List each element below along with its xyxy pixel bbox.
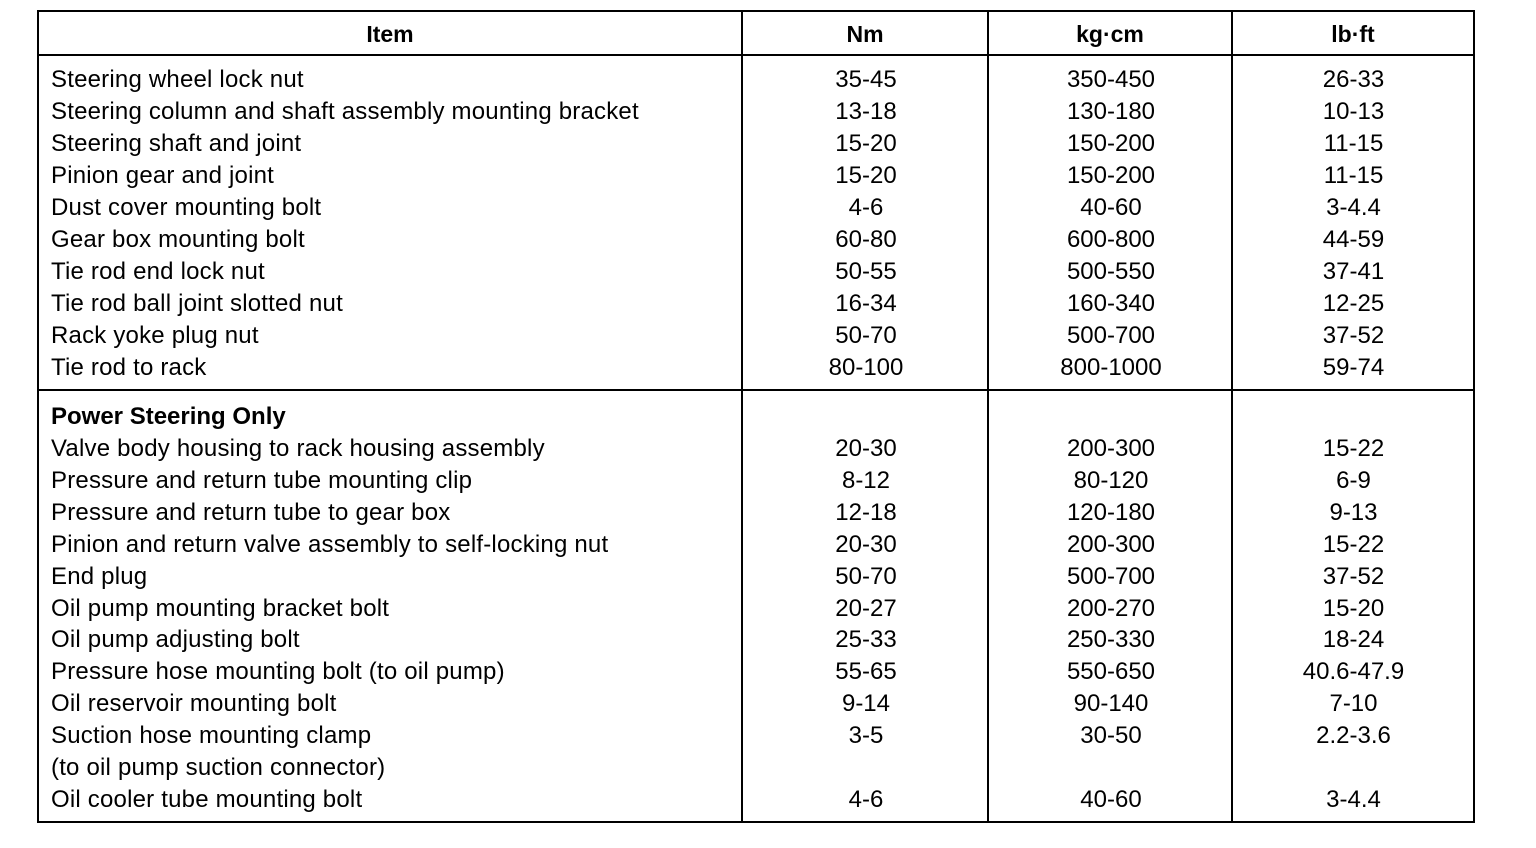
table-row [39,624,1473,656]
section-divider [39,389,1473,391]
lbft-cell: 40.6-47.9 [1302,658,1405,686]
table-row [39,593,1473,625]
nm-cell: 50-70 [835,322,897,349]
section-title: Power Steering Only [51,403,286,430]
table-row [39,688,1473,720]
lbft-cell: 37-52 [1322,562,1385,590]
item-cell: Oil cooler tube mounting bolt [51,785,363,813]
item-cell: (to oil pump suction connector) [51,754,386,781]
kgcm-cell: 500-700 [1066,322,1156,349]
nm-cell: 12-18 [835,498,897,526]
kgcm-cell: 500-700 [1066,562,1156,590]
nm-cell: 16-34 [835,290,897,317]
item-cell: Pinion and return valve assembly to self-locking nut [51,530,609,558]
kgcm-cell: 130-180 [1066,98,1156,125]
item-cell: Oil pump adjusting bolt [51,626,300,654]
header-item: Item [366,21,414,47]
item-cell: Gear box mounting bolt [51,226,305,253]
lbft-cell: 9-13 [1329,498,1378,526]
table-row [39,784,1473,816]
nm-cell: 20-30 [835,435,897,462]
kgcm-cell: 40-60 [1080,785,1142,813]
nm-cell: 9-14 [841,690,891,718]
item-cell: Steering wheel lock nut [51,66,304,93]
nm-cell: 50-55 [835,258,897,285]
nm-cell: 55-65 [835,658,897,686]
kgcm-cell: 150-200 [1066,162,1156,189]
table-row [39,64,1473,96]
item-cell: Oil pump mounting bracket bolt [51,594,390,622]
lbft-cell: 15-22 [1322,435,1385,462]
lbft-cell: 59-74 [1322,354,1385,381]
lbft-cell: 44-59 [1322,226,1385,253]
kgcm-cell: 30-50 [1080,722,1142,750]
table-row [39,160,1473,192]
item-cell: Pressure and return tube to gear box [51,498,451,526]
table-row [39,128,1473,160]
item-cell: Suction hose mounting clamp [51,722,372,750]
table-row [39,561,1473,593]
torque-spec-table [37,10,1475,823]
item-cell: Rack yoke plug nut [51,322,259,349]
kgcm-cell: 200-300 [1066,530,1156,558]
nm-cell: 4-6 [848,194,884,221]
lbft-cell: 12-25 [1322,290,1385,317]
kgcm-cell: 800-1000 [1060,354,1162,381]
table-row [39,433,1473,465]
kgcm-cell: 500-550 [1066,258,1156,285]
nm-cell: 80-100 [828,354,904,381]
lbft-cell: 6-9 [1336,466,1371,494]
item-cell: Tie rod end lock nut [51,258,265,285]
item-cell: Steering shaft and joint [51,130,302,157]
table-row [39,465,1473,497]
nm-cell [744,752,988,784]
nm-cell: 4-6 [848,785,884,813]
nm-cell: 3-5 [848,722,884,750]
kgcm-cell: 40-60 [1080,194,1142,221]
nm-cell: 25-33 [835,626,897,654]
lbft-cell: 11-15 [1323,162,1384,189]
kgcm-cell: 600-800 [1066,226,1156,253]
table-row [39,752,1473,784]
nm-cell: 13-18 [835,98,897,125]
kgcm-cell: 90-140 [1073,690,1149,718]
table-row [39,96,1473,128]
lbft-cell: 26-33 [1322,66,1385,93]
nm-cell: 35-45 [835,66,897,93]
kgcm-cell: 200-300 [1066,435,1156,462]
kgcm-cell: 200-270 [1066,594,1156,622]
header-nm: Nm [846,21,884,47]
lbft-cell [1234,752,1473,784]
lbft-cell: 37-52 [1322,322,1385,349]
item-cell: Dust cover mounting bolt [51,194,322,221]
lbft-cell: 3-4.4 [1326,194,1381,221]
nm-cell: 60-80 [835,226,897,253]
lbft-cell: 3-4.4 [1326,785,1381,813]
lbft-cell: 15-22 [1322,530,1385,558]
nm-cell: 20-30 [835,530,897,558]
kgcm-cell: 550-650 [1066,658,1156,686]
lbft-cell: 11-15 [1323,130,1384,157]
lbft-cell: 37-41 [1322,258,1385,285]
lbft-cell: 7-10 [1329,690,1378,718]
item-cell: Pinion gear and joint [51,162,275,189]
nm-cell: 50-70 [835,562,897,590]
table-row [39,656,1473,688]
nm-cell: 8-12 [841,466,891,494]
item-cell: Tie rod ball joint slotted nut [51,290,343,317]
header-kgcm: kg·cm [1076,21,1144,47]
item-cell: Valve body housing to rack housing assembly [51,435,545,462]
table-row [39,529,1473,561]
nm-cell: 15-20 [835,162,897,189]
table-row [39,288,1473,320]
table-row [39,224,1473,256]
nm-cell: 20-27 [835,594,897,622]
item-cell: Oil reservoir mounting bolt [51,690,337,718]
kgcm-cell: 250-330 [1066,626,1156,654]
header-lbft: lb·ft [1331,21,1375,47]
table-row [39,720,1473,752]
item-cell: Pressure and return tube mounting clip [51,466,473,494]
kgcm-cell: 160-340 [1066,290,1156,317]
table-row [39,352,1473,384]
kgcm-cell: 80-120 [1073,466,1149,494]
item-cell: Steering column and shaft assembly mounting bracket [51,98,639,125]
kgcm-cell [990,752,1232,784]
table-row [39,256,1473,288]
item-cell: Tie rod to rack [51,354,207,381]
table-row [39,320,1473,352]
kgcm-cell: 120-180 [1066,498,1156,526]
table-row [39,497,1473,529]
nm-cell: 15-20 [835,130,897,157]
lbft-cell: 10-13 [1322,98,1385,125]
lbft-cell: 18-24 [1322,626,1385,654]
kgcm-cell: 150-200 [1066,130,1156,157]
lbft-cell: 2.2-3.6 [1316,722,1391,750]
item-cell: End plug [51,562,148,590]
item-cell: Pressure hose mounting bolt (to oil pump) [51,658,505,686]
table-row [39,192,1473,224]
lbft-cell: 15-20 [1322,594,1385,622]
kgcm-cell: 350-450 [1066,66,1156,93]
